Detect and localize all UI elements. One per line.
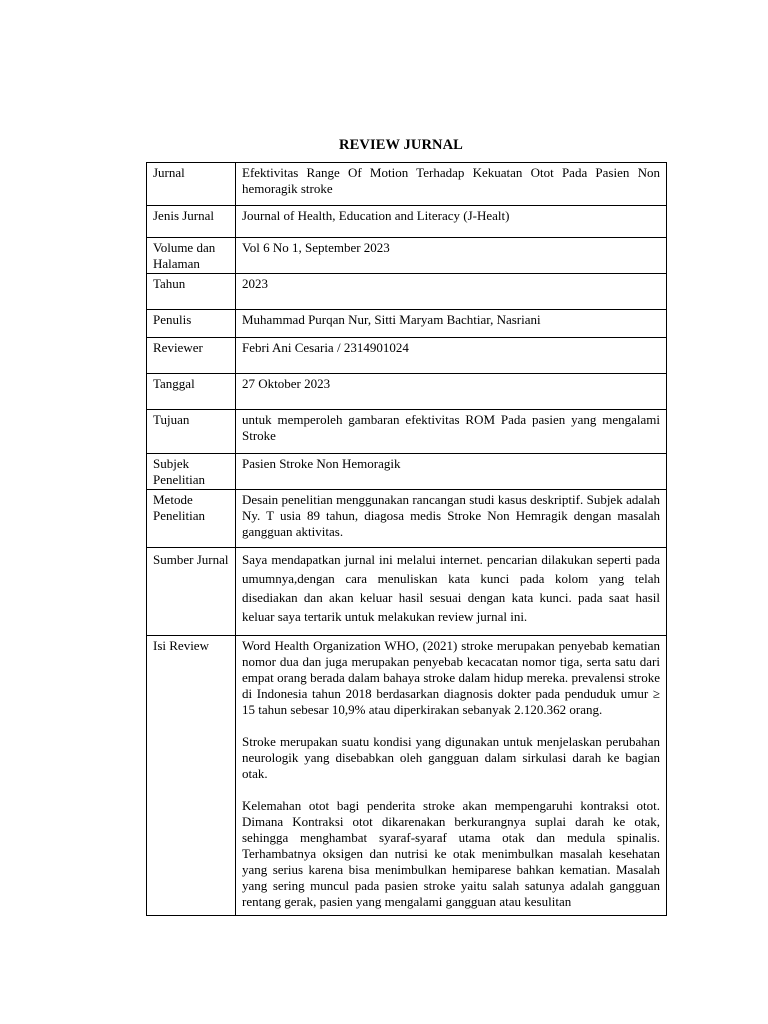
table-row <box>147 454 667 490</box>
table-row <box>147 548 667 636</box>
row-label: Tahun <box>147 274 236 310</box>
review-paragraph: Kelemahan otot bagi penderita stroke akan mempengaruhi kontraksi otot. Dimana Kontraksi otot dikarenakan berkurangnya suplai darah ke otak, sehingga menghambat syaraf-syaraf utama otak dan medula spinalis. Terhambatnya oksigen dan nutrisi ke otak menimbulkan masalah kesehatan yang serius karena bisa menimbulkan hemiparese bahkan kematian. Masalah yang sering muncul pada pasien stroke yaitu salah satunya adalah gangguan rentang gerak, pasien yang mengalami gangguan atau kesulitan <box>242 798 660 909</box>
row-label: Metode Penelitian <box>147 490 236 548</box>
table-row <box>147 310 667 338</box>
review-paragraph: Stroke merupakan suatu kondisi yang digunakan untuk menjelaskan perubahan neurologik yang disebabkan oleh gangguan dalam sirkulasi darah ke bagian otak. <box>242 734 660 781</box>
row-value: Vol 6 No 1, September 2023 <box>236 238 667 274</box>
row-label: Reviewer <box>147 338 236 374</box>
row-value: Muhammad Purqan Nur, Sitti Maryam Bachtiar, Nasriani <box>236 310 667 338</box>
table-row <box>147 274 667 310</box>
row-value: Journal of Health, Education and Literacy (J-Healt) <box>236 206 667 238</box>
row-value-text: Desain penelitian menggunakan rancangan studi kasus deskriptif. Subjek adalah Ny. T usia 89 tahun, diagosa medis Stroke Non Hemragik dengan masalah gangguan aktivitas. <box>242 492 660 539</box>
row-value: 2023 <box>236 274 667 310</box>
row-label: Tujuan <box>147 410 236 454</box>
table-row <box>147 636 667 916</box>
row-value <box>236 163 667 206</box>
row-value <box>236 410 667 454</box>
row-label: Penulis <box>147 310 236 338</box>
row-value: Febri Ani Cesaria / 2314901024 <box>236 338 667 374</box>
row-value <box>236 548 667 636</box>
row-value: Pasien Stroke Non Hemoragik <box>236 454 667 490</box>
table-row <box>147 238 667 274</box>
row-value-text: untuk memperoleh gambaran efektivitas ROM Pada pasien yang mengalami Stroke <box>242 412 660 443</box>
row-label: Subjek Penelitian <box>147 454 236 490</box>
table-row <box>147 410 667 454</box>
table-row <box>147 490 667 548</box>
row-label: Volume dan Halaman <box>147 238 236 274</box>
table-row <box>147 206 667 238</box>
row-label: Tanggal <box>147 374 236 410</box>
review-paragraph: Word Health Organization WHO, (2021) stroke merupakan penyebab kematian nomor dua dan juga merupakan penyebab kecacatan nomor tiga, serta satu dari empat orang berada dalam bahaya stroke dalam hidup mereka. prevalensi stroke di Indonesia tahun 2018 berdasarkan diagnosis dokter pada penduduk umur ≥ 15 tahun sebesar 10,9% atau diperkirakan sebanyak 2.120.362 orang. <box>242 638 660 717</box>
row-label: Jurnal <box>147 163 236 206</box>
row-label: Sumber Jurnal <box>147 548 236 636</box>
table-row <box>147 163 667 206</box>
row-value <box>236 636 667 916</box>
review-table <box>146 162 667 916</box>
row-value-text: Efektivitas Range Of Motion Terhadap Kekuatan Otot Pada Pasien Non hemoragik stroke <box>242 165 660 196</box>
row-value <box>236 490 667 548</box>
row-value-text: Saya mendapatkan jurnal ini melalui internet. pencarian dilakukan seperti pada umumnya,dengan cara menuliskan kata kunci pada kolom yang telah disediakan dan akan keluar hasil sesuai dengan kata kunci. pada saat hasil keluar saya tertarik untuk melakukan review jurnal ini. <box>242 552 660 624</box>
row-value: 27 Oktober 2023 <box>236 374 667 410</box>
table-row <box>147 374 667 410</box>
row-label: Jenis Jurnal <box>147 206 236 238</box>
document-title: REVIEW JURNAL <box>339 137 463 153</box>
table-row <box>147 338 667 374</box>
row-label: Isi Review <box>147 636 236 916</box>
